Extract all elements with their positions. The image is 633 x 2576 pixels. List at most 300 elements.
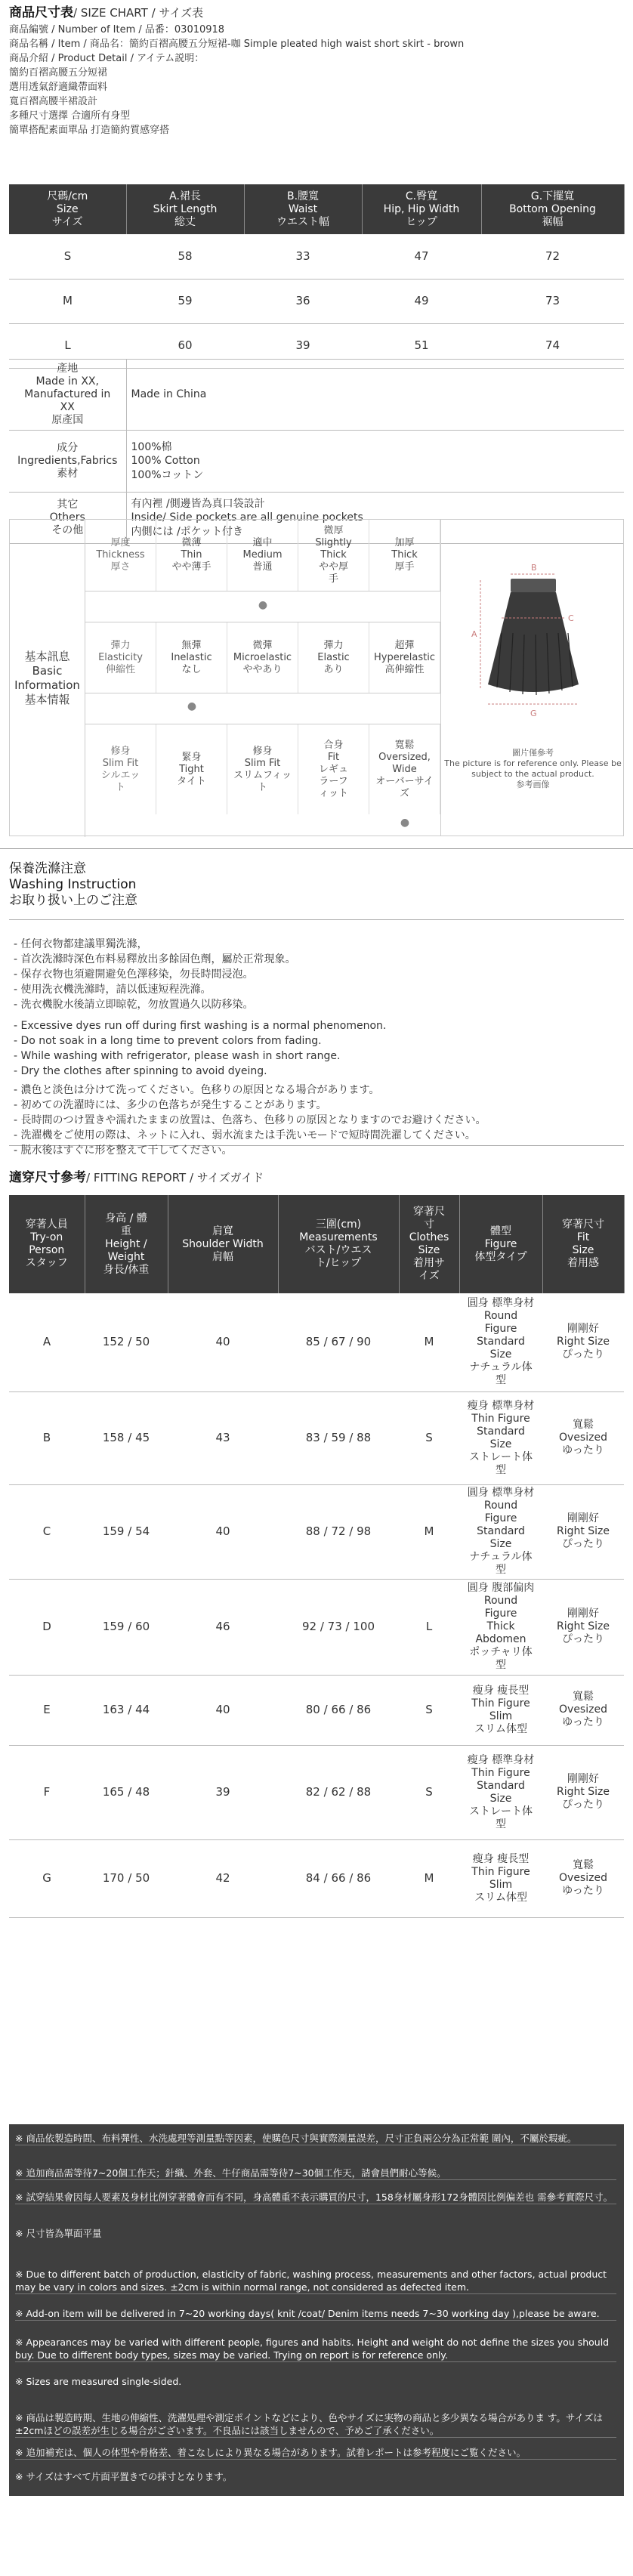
- fitting-size: S: [399, 1745, 459, 1839]
- elasticity-option-line: あり: [323, 663, 344, 675]
- fitting-figure: [459, 1745, 542, 1839]
- fitting-measurements: 84 / 66 / 86: [278, 1839, 399, 1917]
- size-table-header-cell: [126, 184, 244, 234]
- thickness-label-line: Thickness: [96, 549, 145, 561]
- basic-info-header-line: Information: [14, 678, 80, 692]
- header-line: Person: [29, 1244, 65, 1256]
- fit-option-line: Fit: [327, 751, 340, 763]
- thickness-option-line: 適中: [252, 537, 273, 548]
- elasticity-option-line: なし: [181, 663, 202, 675]
- figure-caption-line: The picture is for reference only. Please be: [444, 758, 622, 768]
- label-c: C: [568, 613, 574, 623]
- figure-caption-line: 圖片僅參考: [512, 748, 554, 758]
- fitting-table-header: [9, 1195, 624, 1293]
- thickness-selection-dot: [369, 598, 440, 613]
- elasticity-selection-dot: [369, 700, 440, 715]
- label-g: G: [530, 709, 537, 718]
- product-info-line: 商品介紹 / Product Detail / アイテム説明：: [9, 53, 205, 65]
- elasticity-option-line: ややあり: [242, 663, 283, 675]
- fit-option-line: Tight: [179, 763, 204, 775]
- figure-line: Thick: [486, 1620, 515, 1632]
- fitting-height-weight: 170 / 50: [85, 1839, 168, 1917]
- thickness-option: [227, 520, 298, 591]
- header-line: Try-on: [30, 1231, 63, 1243]
- thickness-selection-dot: [156, 598, 227, 613]
- figure-line: Size: [489, 1348, 512, 1361]
- detail-label-line: XX: [60, 401, 75, 413]
- detail-label-line: 素材: [57, 468, 79, 480]
- figure-line: 瘦身 瘦長型: [472, 1852, 530, 1865]
- size-table-cell: 36: [244, 279, 362, 323]
- washing-box: [9, 919, 624, 1157]
- header-line: B.腰寬: [286, 190, 320, 202]
- fit-option-line: レギュ: [318, 763, 348, 775]
- fitting-height-weight: 165 / 48: [85, 1745, 168, 1839]
- skirt-waistband: [511, 579, 556, 592]
- size-chart-subtitle: / SIZE CHART / サイズ表: [73, 6, 204, 20]
- note-line: ※ Due to different batch of production, elasticity of fabric, washing process, measurements and other factors, actual product may be vary in colors and sizes. ±2cm is within normal range, not considered as defected item.: [15, 2268, 616, 2294]
- size-table-cell: M: [9, 279, 126, 323]
- size-table-cell: 59: [126, 279, 244, 323]
- note-line: ※ 追加補充は、個人の体型や骨格差、着こなしにより異なる場合があります。試着レポートは参考程度にご覧ください。: [15, 2446, 616, 2460]
- header-line: Weight: [107, 1250, 145, 1263]
- header-line: 肩寬: [212, 1225, 233, 1237]
- fit-option-line: 寬鬆: [394, 739, 415, 751]
- figure-line: Round: [483, 1595, 518, 1607]
- fit-label: [85, 724, 156, 814]
- fit-line: ゆったり: [562, 1444, 604, 1456]
- fitting-size: L: [399, 1579, 459, 1675]
- fit-option-line: スリムフィッ: [233, 769, 292, 781]
- detail-value-line: 100%コットン: [131, 468, 204, 481]
- figure-line: Standard: [477, 1425, 525, 1438]
- header-line: 身長/体重: [103, 1263, 150, 1276]
- note-line: ※ Sizes are measured single-sided.: [15, 2376, 182, 2387]
- figure-line: 型: [496, 1564, 506, 1576]
- fit-line: 剛剛好: [567, 1512, 599, 1524]
- header-line: 裾幅: [542, 215, 564, 228]
- size-table-header-cell: [362, 184, 481, 234]
- size-table-cell: 39: [244, 323, 362, 368]
- washing-line-jp: - 脱水後はすぐに形を整えて干してください。: [14, 1144, 233, 1157]
- fit-line: Ovesized: [559, 1703, 607, 1716]
- thickness-option-line: Thick: [320, 549, 347, 561]
- fit-selection-dot: [298, 816, 369, 831]
- fit-line: ぴったり: [562, 1538, 604, 1550]
- detail-label-line: Ingredients,Fabrics: [17, 455, 118, 467]
- figure-line: 圓身 腹部偏肉: [467, 1582, 535, 1594]
- size-table-cell: 58: [126, 234, 244, 279]
- fit-row: [85, 724, 440, 814]
- figure-line: 型: [496, 1374, 506, 1387]
- fit-option-line: Wide: [392, 763, 417, 775]
- detail-label: [9, 431, 126, 493]
- washing-section: [0, 848, 633, 1162]
- thickness-option-line: Medium: [242, 549, 283, 561]
- product-info-line: 商品名稱 / Item / 商品名：簡約百褶高腰五分短裙-咖 Simple pleated high waist short skirt - brown: [9, 39, 465, 51]
- figure-line: Abdomen: [475, 1633, 526, 1645]
- figure-line: Slim: [489, 1710, 513, 1722]
- washing-line-en: - While washing with refrigerator, please wash in short range.: [14, 1050, 341, 1062]
- thickness-option-line: やや薄手: [171, 561, 212, 573]
- washing-title-line: Washing Instruction: [9, 877, 137, 892]
- header-line: ト/ヒップ: [315, 1257, 362, 1269]
- fitting-shoulder: 43: [168, 1391, 278, 1484]
- fit-line: 寬鬆: [573, 1419, 594, 1431]
- fit-option-line: オーバーサイ: [375, 775, 434, 787]
- fitting-row: [9, 1391, 624, 1484]
- fitting-fit: [542, 1293, 624, 1391]
- note-line: ※ 商品依製造時間、布料彈性、水洗處理等測量點等因素，使購色尺寸與實際測量誤差，尺寸正負兩公分為正常範 圍內，不屬於瑕疵。: [15, 2132, 616, 2145]
- header-line: Clothes: [409, 1231, 449, 1243]
- header-line: Waist: [288, 202, 318, 215]
- fitting-header-cell: [542, 1195, 624, 1293]
- fit-selection-dot: [156, 816, 227, 831]
- fitting-shoulder: 40: [168, 1484, 278, 1579]
- fit-label-line: 修身: [110, 745, 131, 757]
- fitting-measurements: 80 / 66 / 86: [278, 1675, 399, 1745]
- figure-line: ポッチャリ体: [469, 1646, 533, 1658]
- header-line: 着用サ: [413, 1257, 445, 1269]
- fitting-measurements: 88 / 72 / 98: [278, 1484, 399, 1579]
- fitting-size: S: [399, 1675, 459, 1745]
- size-table-cell: S: [9, 234, 126, 279]
- detail-label-line: 其它: [57, 499, 79, 511]
- elasticity-option: [369, 622, 440, 693]
- header-line: バスト/ウエス: [304, 1244, 372, 1256]
- size-table-cell: 72: [481, 234, 624, 279]
- thickness-option-line: 手: [328, 573, 338, 585]
- elasticity-option-line: 超彈: [394, 639, 415, 651]
- figure-line: 瘦身 瘦長型: [472, 1684, 530, 1697]
- skirt-body: [488, 592, 579, 692]
- detail-label-line: 產地: [57, 363, 79, 375]
- thickness-selection-dot: ●: [258, 599, 268, 611]
- header-line: Size: [56, 202, 79, 215]
- fitting-person: E: [9, 1675, 85, 1745]
- fitting-fit: [542, 1391, 624, 1484]
- note-line: ※ 尺寸皆為單面平量: [15, 2228, 102, 2239]
- fitting-row: [9, 1579, 624, 1675]
- fitting-height-weight: 163 / 44: [85, 1675, 168, 1745]
- fit-indicator: [85, 816, 440, 831]
- product-info: [0, 21, 633, 137]
- figure-line: Slim: [489, 1878, 513, 1891]
- fitting-height-weight: 158 / 45: [85, 1391, 168, 1484]
- basic-info-header-line: Basic: [32, 664, 63, 678]
- notes-box: [9, 2124, 624, 2496]
- figure-line: Standard: [477, 1336, 525, 1348]
- size-table-cell: 47: [362, 234, 481, 279]
- figure-line: ストレート体: [469, 1450, 533, 1463]
- fitting-size: M: [399, 1484, 459, 1579]
- figure-line: 型: [496, 1659, 506, 1671]
- fitting-fit: [542, 1675, 624, 1745]
- size-table-header: [9, 184, 624, 234]
- fit-line: 剛剛好: [567, 1608, 599, 1620]
- fit-label-line: Slim Fit: [102, 757, 139, 769]
- header-line: 體型: [490, 1225, 511, 1237]
- fitting-figure: [459, 1675, 542, 1745]
- washing-line-zh: - 使用洗衣機洗滌時，請以低速短程洗滌。: [14, 984, 212, 996]
- size-table-cell: 73: [481, 279, 624, 323]
- fit-option-line: 修身: [252, 745, 273, 757]
- fit-option: [369, 724, 440, 814]
- figure-line: Thin Figure: [471, 1865, 530, 1878]
- washing-line-zh: - 洗衣機脫水後請立即晾乾，勿放置過久以防移染。: [14, 999, 254, 1011]
- elasticity-option-line: Microelastic: [233, 651, 292, 663]
- fitting-shoulder: 42: [168, 1839, 278, 1917]
- fitting-person: A: [9, 1293, 85, 1391]
- fit-line: 寬鬆: [573, 1691, 594, 1703]
- thickness-selection-dot: [298, 598, 369, 613]
- fit-option-line: ラーフ: [319, 775, 348, 787]
- size-table: [9, 184, 625, 369]
- elasticity-label-line: 伸縮性: [105, 663, 135, 675]
- header-line: Shoulder Width: [182, 1237, 264, 1250]
- fit-line: ぴったり: [562, 1799, 604, 1811]
- fitting-row: [9, 1675, 624, 1745]
- washing-line-en: - Dry the clothes after spinning to avoid dyeing.: [14, 1065, 267, 1077]
- thickness-option-line: 微厚: [323, 525, 344, 536]
- header-line: 穿著尺: [413, 1206, 445, 1218]
- fit-line: Right Size: [556, 1786, 610, 1798]
- fit-label-line: ト: [115, 781, 125, 793]
- product-info-line: 寬百褶高腰半裙設計: [9, 96, 98, 108]
- figure-line: 型: [496, 1463, 506, 1476]
- header-line: ウエスト幅: [276, 215, 329, 228]
- fitting-figure: [459, 1839, 542, 1917]
- fit-line: Ovesized: [559, 1432, 607, 1444]
- elasticity-label: [85, 622, 156, 693]
- thickness-option: [369, 520, 440, 591]
- figure-caption-line: 参考画像: [516, 780, 550, 789]
- basic-info-grid: [9, 519, 624, 836]
- product-info-line: 簡單搭配素面單品 打造簡約質感穿搭: [9, 125, 170, 137]
- figure-line: Standard: [477, 1779, 525, 1792]
- fitting-header-cell: [459, 1195, 542, 1293]
- detail-value-line: 100%棉: [131, 441, 172, 454]
- header-line: 三圍(cm): [315, 1219, 362, 1231]
- elasticity-selection-dot: [227, 700, 298, 715]
- fitting-shoulder: 46: [168, 1579, 278, 1675]
- figure-line: 型: [496, 1818, 506, 1830]
- washing-en: [9, 1018, 386, 1079]
- fitting-figure: [459, 1484, 542, 1579]
- fitting-person: G: [9, 1839, 85, 1917]
- product-info-line: 簡約百褶高腰五分短裙: [9, 67, 108, 79]
- product-info-line: 商品編號 / Number of Item / 品番：03010918: [9, 24, 225, 36]
- header-line: C.臀寬: [405, 190, 438, 202]
- washing-zh: [9, 937, 296, 1012]
- fit-line: ぴったり: [562, 1633, 604, 1645]
- note-line: ※ 商品は製造時期、生地の伸縮性、洗濯処理や測定ポイントなどにより、色やサイズに実物の商品と多少異なる場合がありま す。サイズは±2cmほどの誤差が生じる場合がございます。不良品には該当しませんので、予めご了承ください。: [15, 2411, 616, 2438]
- fit-line: ぴったり: [562, 1348, 604, 1361]
- fitting-figure: [459, 1391, 542, 1484]
- figure-line: スリム体型: [474, 1891, 527, 1904]
- washing-title-line: お取り扱い上のご注意: [9, 893, 137, 908]
- fitting-person: B: [9, 1391, 85, 1484]
- fitting-table: [9, 1195, 625, 1918]
- thickness-option-line: Thin: [181, 549, 202, 561]
- size-table-header-cell: [9, 184, 126, 234]
- thickness-option-line: Thick: [391, 549, 418, 561]
- header-line: 着用感: [567, 1257, 599, 1269]
- fitting-header-cell: [9, 1195, 85, 1293]
- basic-info-header: [10, 520, 85, 837]
- thickness-dot-spacer: [85, 598, 156, 613]
- header-line: Skirt Length: [153, 202, 218, 215]
- fitting-size: M: [399, 1293, 459, 1391]
- product-info-line: 多種尺寸選擇 合適所有身型: [9, 110, 131, 122]
- washing-jp: [9, 1083, 486, 1158]
- thickness-row: [85, 520, 440, 591]
- detail-value-line: 内側には /ポケット付き: [131, 525, 243, 538]
- fit-line: ゆったり: [562, 1716, 604, 1728]
- thickness-label-line: 厚さ: [110, 561, 131, 573]
- fit-option-line: Oversized,: [378, 751, 431, 763]
- fitting-size: S: [399, 1391, 459, 1484]
- elasticity-dot-spacer: [85, 700, 156, 715]
- header-line: 尺碼/cm: [47, 190, 88, 202]
- figure-line: Size: [489, 1438, 512, 1450]
- detail-label-line: その他: [51, 524, 84, 536]
- figure-line: Size: [489, 1792, 512, 1805]
- fitting-measurements: 85 / 67 / 90: [278, 1293, 399, 1391]
- fitting-measurements: 82 / 62 / 88: [278, 1745, 399, 1839]
- header-line: 穿著人員: [25, 1219, 68, 1231]
- fitting-person: C: [9, 1484, 85, 1579]
- figure-line: Standard: [477, 1525, 525, 1537]
- header-line: ヒップ: [406, 215, 437, 228]
- size-table-header-cell: [481, 184, 624, 234]
- figure-line: 圓身 標準身材: [467, 1487, 535, 1499]
- fit-dot-spacer: [85, 816, 156, 831]
- fit-line: Right Size: [556, 1336, 610, 1348]
- figure-line: ストレート体: [469, 1805, 533, 1818]
- skirt-illustration: [441, 520, 625, 746]
- fitting-person: D: [9, 1579, 85, 1675]
- basic-info-header-line: 基本訊息: [24, 650, 70, 663]
- basic-info-header-line: 基本情報: [24, 693, 70, 706]
- fitting-height-weight: 159 / 60: [85, 1579, 168, 1675]
- fit-line: Right Size: [556, 1525, 610, 1537]
- fitting-fit: [542, 1579, 624, 1675]
- detail-label-line: 成分: [57, 442, 79, 454]
- figure-line: Thin Figure: [471, 1766, 530, 1779]
- fitting-shoulder: 39: [168, 1745, 278, 1839]
- note-line: ※ 試穿結果會因每人要素及身材比例穿著體會而有不同，身高體重不表示購買的尺寸，158身材屬身形172身體因比例偏差也 需參考實際尺寸。: [15, 2191, 616, 2204]
- size-table-cell: 74: [481, 323, 624, 368]
- figure-line: Size: [489, 1538, 512, 1550]
- header-line: Size: [418, 1244, 440, 1256]
- size-chart-title-text: 商品尺寸表: [9, 5, 73, 20]
- fitting-figure: [459, 1579, 542, 1675]
- washing-title-line: 保養洗滌注意: [9, 861, 86, 876]
- detail-value-line: Made in China: [131, 388, 207, 401]
- fit-line: Right Size: [556, 1620, 610, 1632]
- basic-info-section: [0, 502, 633, 848]
- fit-option-line: 合身: [323, 739, 344, 751]
- elasticity-option-line: Elastic: [317, 651, 350, 663]
- detail-value-line: Inside/ Side pockets are all genuine pockets: [131, 511, 363, 524]
- washing-line-jp: - 初めての洗濯時には、多少の色落ちが発生することがあります。: [14, 1099, 327, 1111]
- fitting-person: F: [9, 1745, 85, 1839]
- elasticity-option-line: Inelastic: [171, 651, 212, 663]
- fitting-header-cell: [399, 1195, 459, 1293]
- thickness-option: [298, 520, 369, 591]
- washing-title: [9, 861, 137, 909]
- detail-label: [9, 360, 126, 431]
- elasticity-option: [227, 622, 298, 693]
- header-line: スタッフ: [25, 1257, 68, 1269]
- thickness-option-line: 厚手: [394, 561, 415, 573]
- detail-label-line: Manufactured in: [24, 388, 111, 400]
- header-line: 寸: [424, 1219, 434, 1231]
- fitting-fit: [542, 1484, 624, 1579]
- header-line: 肩幅: [212, 1250, 233, 1263]
- fitting-figure: [459, 1293, 542, 1391]
- header-line: 重: [121, 1225, 131, 1237]
- header-line: G.下擺寬: [530, 190, 575, 202]
- detail-value-line: 有內裡 /側邊皆為真口袋設計: [131, 498, 265, 511]
- header-line: Figure: [484, 1237, 517, 1250]
- fit-selection-dot: ●: [400, 817, 410, 829]
- fit-line: 剛剛好: [567, 1773, 599, 1785]
- note-line: ※ サイズはすべて片面平置きでの採寸となります。: [15, 2471, 233, 2482]
- fit-option-line: ト: [257, 781, 267, 793]
- fitting-row: [9, 1293, 624, 1391]
- elasticity-option-line: 微彈: [252, 639, 273, 651]
- fit-line: Ovesized: [559, 1872, 607, 1884]
- fit-option-line: Slim Fit: [244, 757, 281, 769]
- washing-line-zh: - 任何衣物都建議單獨洗滌，: [14, 938, 148, 950]
- washing-line-jp: - 洗濯機をご使用の際は、ネットに入れ、弱水流または手洗いモードで短時間洗濯してください。: [14, 1129, 476, 1141]
- fitting-header-cell: [168, 1195, 278, 1293]
- label-a: A: [471, 629, 477, 639]
- washing-line-jp: - 濃色と淡色は分けて洗ってください。色移りの原因となる場合があります。: [14, 1084, 380, 1096]
- header-line: Height /: [105, 1237, 147, 1250]
- header-line: Fit: [576, 1231, 590, 1243]
- figure-line: Round: [483, 1500, 518, 1512]
- elasticity-indicator: [85, 700, 440, 715]
- washing-line-zh: - 首次洗滌時深色布料易釋放出多餘固色劑，屬於正常現象。: [14, 953, 296, 965]
- thickness-option-line: 微薄: [181, 537, 202, 548]
- elasticity-option-line: 彈力: [323, 639, 344, 651]
- thickness-option-line: Slightly: [315, 537, 352, 548]
- detail-label-line: Made in XX,: [36, 375, 99, 388]
- thickness-option-line: 加厚: [394, 537, 415, 548]
- fit-line: ゆったり: [562, 1885, 604, 1897]
- thickness-label-line: 厚度: [110, 537, 131, 548]
- figure-line: Figure: [484, 1512, 517, 1524]
- fitting-row: [9, 1484, 624, 1579]
- washing-line-zh: - 保存衣物也須避開避免色澤移染，勿長時間浸泡。: [14, 968, 254, 981]
- header-line: A.裙長: [169, 190, 201, 202]
- fitting-row: [9, 1839, 624, 1917]
- fitting-title-text: 適穿尺寸參考: [9, 1170, 86, 1185]
- elasticity-label-line: Elasticity: [98, 651, 143, 663]
- header-line: 穿著尺寸: [562, 1219, 604, 1231]
- fitting-shoulder: 40: [168, 1293, 278, 1391]
- header-line: Measurements: [299, 1231, 378, 1243]
- fitting-subtitle: / FITTING REPORT / サイズガイド: [86, 1171, 264, 1185]
- fit-selection-dot: [227, 816, 298, 831]
- note-line: ※ 追加商品需等待7~20個工作天；針織、外套、牛仔商品需等待7~30個工作天，請會員們耐心等候。: [15, 2167, 616, 2180]
- thickness-indicator: [85, 598, 440, 613]
- fitting-shoulder: 40: [168, 1675, 278, 1745]
- fitting-section: [0, 1162, 633, 1978]
